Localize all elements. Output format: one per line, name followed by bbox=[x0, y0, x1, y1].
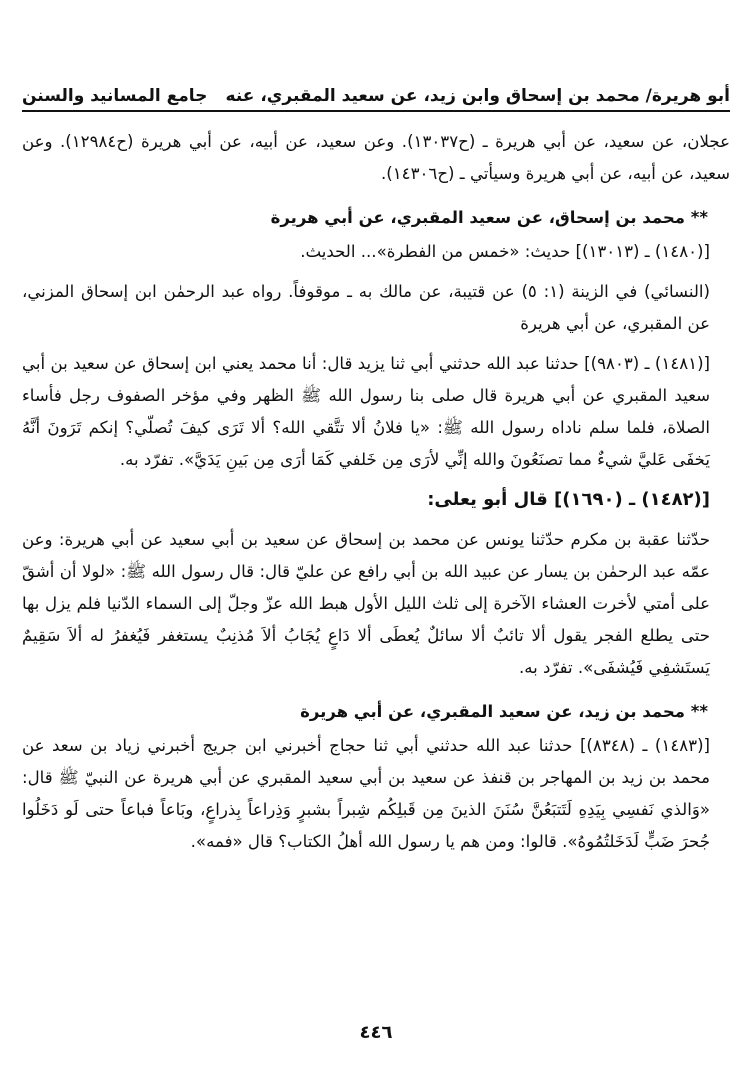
page-body bbox=[22, 126, 730, 858]
hadith-1482-heading: [(١٤٨٢) ـ (١٦٩٠)] قال أبو يعلى: bbox=[427, 489, 710, 510]
page-number: ٤٤٦ bbox=[359, 1022, 393, 1043]
hadith-1480-heading: [(١٤٨٠) ـ (١٣٠١٣)] حديث: «خمس من الفطرة»... الحديث. bbox=[300, 242, 710, 261]
paragraph-cross-references: عجلان، عن سعيد، عن أبي هريرة ـ (ح١٣٠٣٧). وعن سعيد، عن أبيه، عن أبي هريرة (ح١٢٩٨٤). وعن سعيد، عن أبيه، عن أبي هريرة وسيأتي ـ (ح١٤٣٠٦). bbox=[22, 132, 730, 183]
hadith-1483-text: [(١٤٨٣) ـ (٨٣٤٨)] حدثنا عبد الله حدثني أبي ثنا حجاج أخبرني ابن جريج أخبرني زياد بن سعد عن محمد بن زيد بن المهاجر بن قنفذ عن سعيد بن أبي سعيد المقبري عن أبي هريرة عن النبيّ ﷺ قال: «وَالذي نَفسِي بِيَدِهِ لَتَتبَعُنَّ سُنَنَ الذينَ مِن قَبلِكُم شِبراً بشبرٍ وَذِراعاً بِذراعٍ، وبَاعاً فباعاً حتى لَو دَخَلُوا جُحرَ ضَبٍّ لَدَخَلتُمُوهُ». قالوا: ومن هم يا رسول الله أهلُ الكتاب؟ قال «فمه». bbox=[22, 736, 711, 851]
header-chapter-title: أبو هريرة/ محمد بن إسحاق وابن زيد، عن سعيد المقبري، عنه bbox=[225, 86, 730, 106]
header-book-title: جامع المسانيد والسنن bbox=[22, 86, 208, 106]
hadith-1480-takhrij: (النسائي) في الزينة (١: ٥) عن قتيبة، عن مالك به ـ موقوفاً. رواه عبد الرحمٰن ابن إسحاق المزني، عن المقبري، عن أبي هريرة bbox=[22, 282, 710, 333]
section-heading-ibn-ishaq: ** محمد بن إسحاق، عن سعيد المقبري، عن أبي هريرة bbox=[270, 208, 708, 227]
section-heading-ibn-zayd: ** محمد بن زيد، عن سعيد المقبري، عن أبي هريرة bbox=[300, 702, 708, 721]
running-header bbox=[22, 74, 730, 112]
hadith-1481-text: [(١٤٨١) ـ (٩٨٠٣)] حدثنا عبد الله حدثني أبي ثنا يزيد قال: أنا محمد يعني ابن إسحاق عن سعيد بن أبي سعيد المقبري عن أبي هريرة قال صلى بنا رسول الله ﷺ الظهر وفي مؤخر الصفوف رجل فأساء الصلاة، فلما سلم ناداه رسول الله ﷺ: «يا فلانُ ألا تتَّقي الله؟ ألا تَرَى كيفَ تُصلّي؟ إنكم تَرَونَ أنَّهُ يَخفَى عَليَّ شيءٌ مما تصنَعُونَ والله إنِّي لأرَى مِن خَلفي كَمَا أرَى مِن بَينِ يَدَيَّ». تفرّد به. bbox=[22, 354, 711, 469]
hadith-1482-text: حدّثنا عقبة بن مكرم حدّثنا يونس عن محمد بن إسحاق عن سعيد بن أبي سعيد عن أبي هريرة: وعن عمّه عبد الرحمٰن بن يسار عن عبيد الله بن أبي رافع عن عليّ قال: قال رسول الله ﷺ: «لولا أن أشقّ على أمتي لأخرت العشاء الآخرة إلى ثلث الليل الأول هبط الله عزّ وجلّ إلى السماء الدّنيا فلم يزل بها حتى يطلع الفجر يقول ألا تائبٌ ألا سائلٌ يُعطَى ألا دَاعٍ يُجَابُ ألاَ مُذنِبٌ يستغفر فَيُغفرُ له ألاَ سَقِيمٌ يَستَشفِي فَيُشفَى». تفرّد به. bbox=[22, 530, 710, 677]
